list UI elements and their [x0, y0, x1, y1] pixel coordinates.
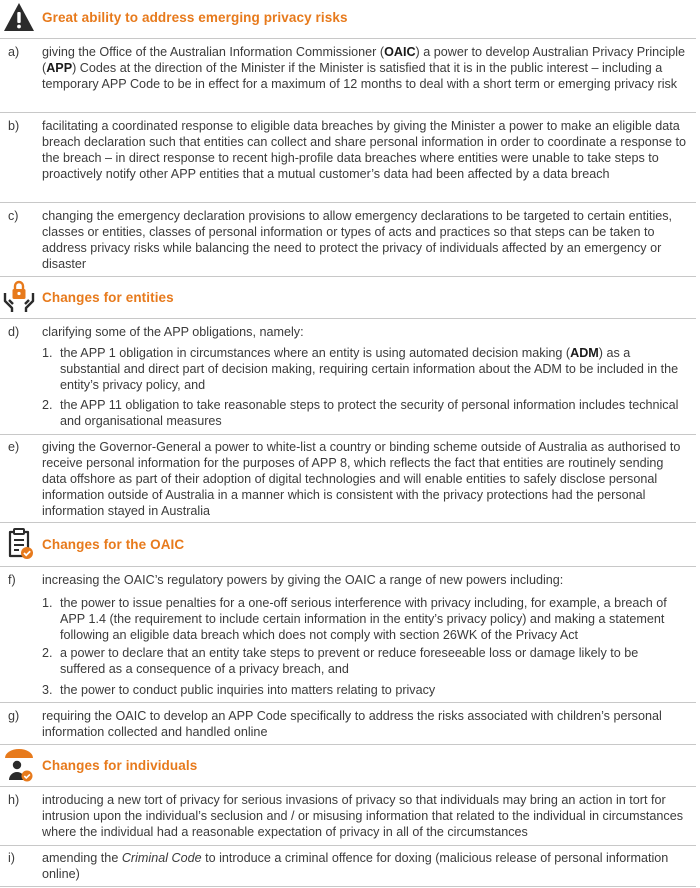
divider [0, 522, 696, 523]
divider [0, 744, 696, 745]
clipboard-check-icon [0, 527, 38, 561]
section-header-emerging-risks [0, 0, 700, 34]
divider [0, 845, 696, 846]
divider [0, 276, 696, 277]
section-header-entities [0, 280, 700, 314]
divider [0, 786, 696, 787]
sub-item-number: 2. [42, 646, 53, 660]
divider [0, 202, 696, 203]
section-title: Changes for individuals [42, 757, 198, 773]
sub-item-number: 2. [42, 398, 53, 412]
sub-item-text: the APP 11 obligation to take reasonable steps to protect the security of personal information includes technical and organisational measures [60, 398, 679, 428]
item-letter: a) [8, 45, 20, 59]
section-header-individuals [0, 748, 700, 782]
sub-item-text: a power to declare that an entity take steps to prevent or reduce foreseeable loss or damage likely to be suffered as a consequence of a privacy breach, and [60, 646, 639, 676]
sub-item-text: the APP 1 obligation in circumstances where an entity is using automated decision making (ADM) as a substantial and direct part of decision making, requiring certain information about the ADM to be included in the entity’s privacy policy, and [60, 346, 679, 392]
sub-item-text: the power to conduct public inquiries into matters relating to privacy [60, 683, 436, 697]
sub-item-text: the power to issue penalties for a one-off serious interference with privacy including, for example, a breach of APP 1.4 (the requirement to include certain information in the entity’s privacy policy) and making a statement following an eligible data breach which does not comply with section 26WK of the Privacy Act [60, 596, 667, 642]
section-title: Great ability to address emerging privacy risks [42, 9, 348, 25]
divider [0, 318, 696, 319]
item-letter: g) [8, 709, 20, 723]
sub-item-number: 1. [42, 346, 53, 360]
divider [0, 702, 696, 703]
item-text: increasing the OAIC’s regulatory powers by giving the OAIC a range of new powers including: [42, 573, 564, 587]
item-text: facilitating a coordinated response to eligible data breaches by giving the Minister a power to make an eligible data breach declaration such that entities can collect and share personal information in order to coordinate a response to the breach – in direct response to recent high-profile data breaches where entities were unable to take steps to proactively notify other APP entities that a mutual customer’s data had been affected by a data breach [42, 119, 687, 181]
item-text: giving the Office of the Australian Information Commissioner (OAIC) a power to develop Australian Privacy Principle (APP) Codes at the direction of the Minister if the Minister is satisfied that it is in the public interest – including a temporary APP Code to be in effect for a maximum of 12 months to deal with a short term or emerging privacy risk [42, 45, 686, 91]
person-umbrella-icon [0, 748, 38, 782]
divider [0, 38, 696, 39]
sub-item-number: 3. [42, 683, 53, 697]
item-text: requiring the OAIC to develop an APP Code specifically to address the risks associated with children’s personal information collected and handled online [42, 709, 662, 739]
item-text: clarifying some of the APP obligations, namely: [42, 325, 304, 339]
item-letter: h) [8, 793, 20, 807]
divider [0, 886, 696, 887]
item-letter: f) [8, 573, 16, 587]
item-text: amending the Criminal Code to introduce a criminal offence for doxing (malicious release of personal information online) [42, 851, 669, 881]
sub-item-number: 1. [42, 596, 53, 610]
item-letter: i) [8, 851, 15, 865]
item-letter: c) [8, 209, 19, 223]
item-text: changing the emergency declaration provisions to allow emergency declarations to be targeted to certain entities, classes or entities, classes of personal information or types of acts and practices so that steps can be taken to address privacy risks while balancing the need to protect the privacy of individuals affected by an emergency or disaster [42, 209, 673, 271]
item-letter: e) [8, 440, 20, 454]
item-letter: b) [8, 119, 20, 133]
item-text: giving the Governor-General a power to white-list a country or binding scheme outside of Australia as authorised to receive personal information for the purposes of APP 8, which reflects the fact that entities are routinely sending data offshore as part of their adoption of digital technologies and will enable entities to safely disclose personal information outside of Australia in a manner which is consistent with the privacy protections had the personal information stayed in Australia [42, 440, 681, 518]
divider [0, 566, 696, 567]
section-header-oaic [0, 527, 700, 561]
divider [0, 434, 696, 435]
item-letter: d) [8, 325, 20, 339]
warning-icon [0, 0, 38, 34]
hands-lock-icon [0, 280, 38, 314]
divider [0, 112, 696, 113]
section-title: Changes for entities [42, 289, 174, 305]
item-text: introducing a new tort of privacy for serious invasions of privacy so that individuals may bring an action in tort for intrusion upon the individual’s seclusion and / or misusing information that related to the individual in circumstances where the individual had a reasonable expectation of privacy in all of the circumstances [42, 793, 684, 839]
section-title: Changes for the OAIC [42, 536, 185, 552]
